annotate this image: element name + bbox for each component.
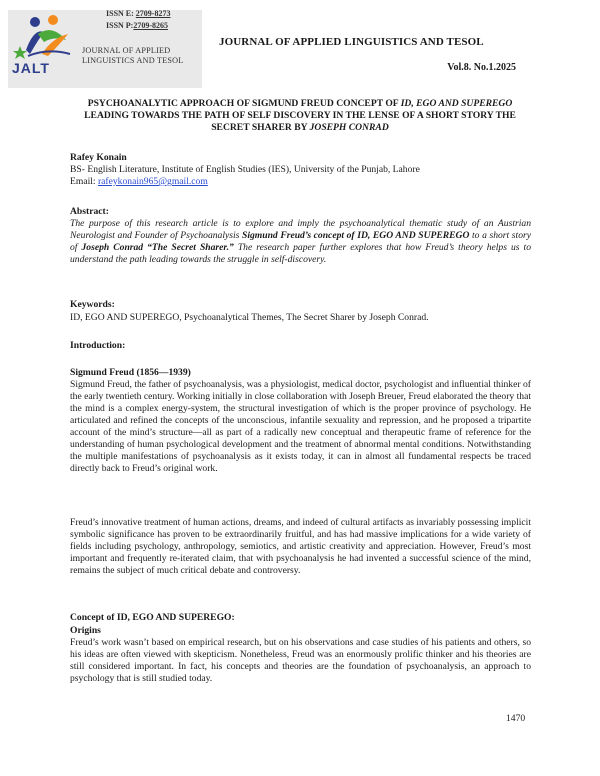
abstract-text [70,218,531,266]
issn-p-value[interactable]: 2709-8265 [133,21,169,30]
logo-journal-name: JOURNAL OF APPLIED LINGUISTICS AND TESOL [82,46,184,65]
issn-print [106,21,168,30]
volume-issue: Vol.8. No.1.2025 [447,62,516,73]
author-name: Rafey Konain [70,152,127,163]
page-number: 1470 [506,713,526,724]
abstract-text-2: to a short story of [70,230,531,253]
title-part-3: LEADING TOWARDS THE PATH OF SELF DISCOVERY IN THE LENSE OF A SHORT STORY THE SECRET SHARER BY [84,110,516,133]
introduction-heading: Introduction: [70,340,126,351]
freud-subheading: Sigmund Freud (1856—1939) [70,367,191,378]
title-part-1: PSYCHOANALYTIC APPROACH OF SIGMUND FREUD CONCEPT OF [87,98,401,109]
abstract-text-3: The research paper further explores that how Freud’s theory helps us to understand the path leading towards the struggle in self-discovery. [70,242,532,265]
logo-wordmark: JALT [12,60,50,76]
title-part-2: ID, EGO AND SUPEREGO [400,98,513,109]
origins-paragraph: Freud’s work wasn’t based on empirical research, but on his observations and case studies of his patients and others, so his ideas are often viewed with skepticism. Nonetheless, Freud was an enormously prolific thinker and his theories are still considered important. In fact, his concepts and theories are the foundation of psychoanalysis, an approach to psychology that is still studied today. [70,637,531,684]
keywords-heading: Keywords: [70,299,115,310]
issn-p-label: ISSN P: [106,21,134,30]
abstract-bold-2: Joseph Conrad “The Secret Sharer.” [81,242,234,253]
issn-electronic [106,9,170,18]
title-part-4: JOSEPH CONRAD [309,122,389,133]
issn-e-value[interactable]: 2709-8273 [135,9,171,18]
abstract-text-1: The purpose of this research article is to explore and imply the psychoanalytical thematic study of an Austrian Neurologist and Founder of Psychoanalysis [70,218,531,241]
intro-paragraph-1: Sigmund Freud, the father of psychoanalysis, was a physiologist, medical doctor, psychologist and influential thinker of the early twentieth century. Working initially in close collaboration with Joseph Breuer, Freud elaborated the theory that the mind is a complex energy-system, the structural investigation of which is the proper province of psychology. He articulated and refined the concepts of the unconscious, infantile sexuality and repression, and he proposed a tripartite account of the mind’s structure—all as part of a radically new conceptual and therapeutic frame of reference for the understanding of human psychological development and the treatment of abnormal mental conditions. Notwithstanding the multiple manifestations of psychoanalysis as it exists today, it can in almost all fundamental respects be traced directly back to Freud’s original work. [70,379,531,474]
abstract-bold-1: Sigmund Freud’s concept of ID, EGO AND SUPEREGO [242,230,470,241]
author-email [70,176,531,188]
intro-paragraph-2: Freud’s innovative treatment of human actions, dreams, and indeed of cultural artifacts as invariably possessing implicit symbolic significance has proven to be extraordinarily fruitful, and has had massive implications for a wide variety of fields including psychology, anthropology, semiotics, and artistic creativity and appreciation. However, Freud’s most important and frequently re-iterated claim, that with psychoanalysis he had invented a successful science of the mind, remains the subject of much critical debate and controversy. [70,517,531,576]
journal-title: JOURNAL OF APPLIED LINGUISTICS AND TESOL [219,36,484,48]
email-label: Email: [70,176,98,187]
author-affiliation: BS- English Literature, Institute of English Studies (IES), University of the Punjab, Lahore [70,164,420,175]
concept-heading: Concept of ID, EGO AND SUPEREGO: [70,612,235,623]
issn-e-label: ISSN E: [106,9,136,18]
origins-subheading: Origins [70,625,101,636]
abstract-heading: Abstract: [70,206,109,217]
paper-title [68,98,532,134]
keywords-text: ID, EGO AND SUPEREGO, Psychoanalytical Themes, The Secret Sharer by Joseph Conrad. [70,312,429,323]
email-link[interactable]: rafeykonain965@gmail.com [97,176,208,187]
